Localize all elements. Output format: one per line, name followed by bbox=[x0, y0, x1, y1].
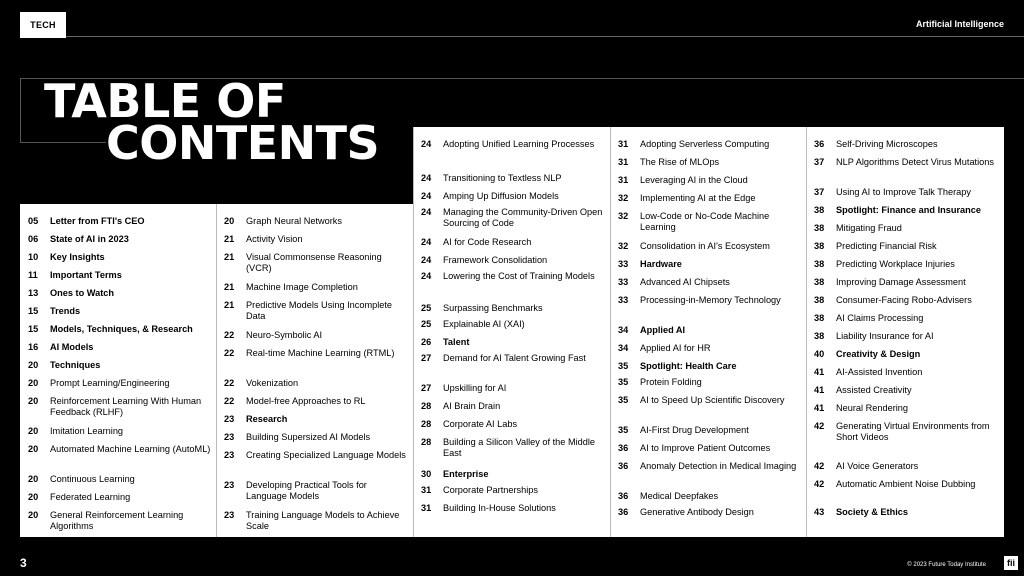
toc-entry-label: Processing-in-Memory Technology bbox=[640, 295, 781, 305]
toc-page-number: 21 bbox=[224, 300, 235, 310]
toc-page-number: 26 bbox=[421, 337, 432, 347]
toc-entry[interactable] bbox=[413, 353, 609, 364]
toc-page-number: 25 bbox=[421, 319, 432, 329]
toc-page-number: 31 bbox=[618, 157, 629, 167]
toc-entry[interactable] bbox=[806, 241, 1002, 252]
toc-entry[interactable] bbox=[413, 337, 609, 348]
toc-entry[interactable] bbox=[806, 277, 1002, 288]
toc-page-number: 37 bbox=[814, 187, 825, 197]
toc-page-number: 31 bbox=[618, 139, 629, 149]
section-tab: TECH bbox=[20, 12, 66, 38]
category-label: Artificial Intelligence bbox=[915, 19, 1004, 29]
toc-page-number: 35 bbox=[618, 425, 629, 435]
toc-page-number: 36 bbox=[618, 461, 629, 471]
toc-entry[interactable] bbox=[20, 474, 216, 485]
toc-entry[interactable] bbox=[20, 510, 216, 532]
toc-page-number: 16 bbox=[28, 342, 39, 352]
toc-page-number: 33 bbox=[618, 295, 629, 305]
toc-page-number: 21 bbox=[224, 234, 235, 244]
toc-entry-label: Explainable AI (XAI) bbox=[443, 319, 525, 329]
toc-entry[interactable] bbox=[610, 295, 806, 306]
toc-entry[interactable] bbox=[610, 157, 806, 168]
fti-logo bbox=[1004, 556, 1018, 570]
toc-entry[interactable] bbox=[610, 241, 806, 252]
toc-page-number: 32 bbox=[618, 211, 629, 221]
toc-entry[interactable] bbox=[610, 461, 806, 472]
toc-entry-label: Trends bbox=[50, 306, 81, 316]
toc-page-number: 30 bbox=[421, 469, 432, 479]
toc-entry[interactable] bbox=[20, 360, 216, 371]
toc-entry-label: Anomaly Detection in Medical Imaging bbox=[640, 461, 797, 471]
toc-page-number: 36 bbox=[618, 491, 629, 501]
toc-page-number: 38 bbox=[814, 205, 825, 215]
toc-entry-label: Automated Machine Learning (AutoML) bbox=[50, 444, 211, 454]
toc-entry-label: Visual Commonsense Reasoning (VCR) bbox=[246, 252, 382, 273]
toc-entry[interactable] bbox=[20, 324, 216, 335]
toc-entry-label: Medical Deepfakes bbox=[640, 491, 719, 501]
toc-entry-label: Prompt Learning/Engineering bbox=[50, 378, 170, 388]
toc-entry[interactable] bbox=[216, 300, 412, 322]
toc-entry-label: Using AI to Improve Talk Therapy bbox=[836, 187, 971, 197]
toc-entry-label: AI Claims Processing bbox=[836, 313, 924, 323]
toc-page-number: 38 bbox=[814, 295, 825, 305]
toc-entry-label: Consumer-Facing Robo-Advisers bbox=[836, 295, 972, 305]
toc-page-number: 24 bbox=[421, 271, 432, 281]
toc-entry[interactable] bbox=[806, 385, 1002, 396]
toc-page-number: 42 bbox=[814, 421, 825, 431]
toc-page-number: 31 bbox=[421, 485, 432, 495]
toc-entry[interactable] bbox=[20, 492, 216, 503]
toc-entry-label: Building In-House Solutions bbox=[443, 503, 556, 513]
toc-entry-label: Imitation Learning bbox=[50, 426, 124, 436]
toc-entry-label: AI Brain Drain bbox=[443, 401, 501, 411]
toc-page-number: 20 bbox=[224, 216, 235, 226]
toc-entry[interactable] bbox=[413, 255, 609, 266]
toc-entry[interactable] bbox=[610, 325, 806, 336]
toc-entry[interactable] bbox=[216, 282, 412, 293]
toc-entry-label: Implementing AI at the Edge bbox=[640, 193, 756, 203]
toc-entry[interactable] bbox=[610, 343, 806, 354]
toc-entry-label: Creating Specialized Language Models bbox=[246, 450, 406, 460]
toc-page-number: 23 bbox=[224, 510, 235, 520]
toc-page-number: 23 bbox=[224, 480, 235, 490]
toc-entry[interactable] bbox=[20, 306, 216, 317]
page-title bbox=[44, 74, 380, 170]
toc-entry-label: Talent bbox=[443, 337, 470, 347]
toc-entry[interactable] bbox=[20, 216, 216, 227]
toc-entry[interactable] bbox=[610, 139, 806, 150]
toc-page-number: 23 bbox=[224, 414, 235, 424]
toc-entry[interactable] bbox=[413, 173, 609, 184]
toc-entry-label: Predictive Models Using Incomplete Data bbox=[246, 300, 393, 321]
toc-entry-label: Key Insights bbox=[50, 252, 105, 262]
toc-page-number: 25 bbox=[421, 303, 432, 313]
toc-entry-label: Society & Ethics bbox=[836, 507, 908, 517]
toc-entry[interactable] bbox=[216, 450, 412, 461]
toc-entry[interactable] bbox=[806, 295, 1002, 306]
toc-entry[interactable] bbox=[610, 491, 806, 502]
toc-entry[interactable] bbox=[20, 378, 216, 389]
toc-entry-label: Adopting Unified Learning Processes bbox=[443, 139, 595, 149]
toc-entry[interactable] bbox=[806, 349, 1002, 360]
toc-page-number: 24 bbox=[421, 207, 432, 217]
toc-entry[interactable] bbox=[413, 383, 609, 394]
toc-entry-label: Predicting Workplace Injuries bbox=[836, 259, 955, 269]
toc-page-number: 11 bbox=[28, 270, 38, 280]
toc-entry-label: Amping Up Diffusion Models bbox=[443, 191, 559, 201]
toc-page-number: 38 bbox=[814, 277, 825, 287]
toc-entry-label: Upskilling for AI bbox=[443, 383, 507, 393]
toc-page-number: 38 bbox=[814, 331, 825, 341]
toc-entry[interactable] bbox=[610, 175, 806, 186]
toc-entry[interactable] bbox=[413, 237, 609, 248]
toc-page-number: 38 bbox=[814, 259, 825, 269]
toc-entry-label: Enterprise bbox=[443, 469, 489, 479]
toc-entry[interactable] bbox=[806, 461, 1002, 472]
toc-entry[interactable] bbox=[413, 191, 609, 202]
toc-entry[interactable] bbox=[806, 157, 1002, 168]
toc-page-number: 34 bbox=[618, 343, 629, 353]
toc-entry[interactable] bbox=[216, 234, 412, 245]
toc-entry[interactable] bbox=[216, 378, 412, 389]
toc-page-number: 28 bbox=[421, 401, 432, 411]
toc-entry[interactable] bbox=[413, 437, 609, 459]
toc-entry[interactable] bbox=[806, 479, 1002, 490]
toc-entry[interactable] bbox=[413, 207, 609, 229]
toc-entry-label: Improving Damage Assessment bbox=[836, 277, 966, 287]
toc-page-number: 38 bbox=[814, 241, 825, 251]
toc-entry[interactable] bbox=[806, 313, 1002, 324]
toc-entry-label: Real-time Machine Learning (RTML) bbox=[246, 348, 395, 358]
toc-page-number: 27 bbox=[421, 353, 432, 363]
toc-entry-label: Vokenization bbox=[246, 378, 299, 388]
toc-entry-label: Important Terms bbox=[50, 270, 122, 280]
copyright-notice: © 2023 Future Today Institute bbox=[907, 562, 986, 568]
toc-page-number: 22 bbox=[224, 378, 235, 388]
toc-entry[interactable] bbox=[806, 187, 1002, 198]
toc-entry-label: Federated Learning bbox=[50, 492, 131, 502]
toc-entry[interactable] bbox=[806, 223, 1002, 234]
toc-entry-label: AI to Improve Patient Outcomes bbox=[640, 443, 771, 453]
toc-entry[interactable] bbox=[610, 211, 806, 233]
toc-page-number: 27 bbox=[421, 383, 432, 393]
toc-entry[interactable] bbox=[806, 403, 1002, 414]
toc-entry-label: Models, Techniques, & Research bbox=[50, 324, 193, 334]
toc-entry[interactable] bbox=[610, 277, 806, 288]
toc-page-number: 31 bbox=[618, 175, 629, 185]
toc-page-number: 28 bbox=[421, 419, 432, 429]
toc-entry-label: Creativity & Design bbox=[836, 349, 921, 359]
toc-entry[interactable] bbox=[413, 503, 609, 514]
toc-entry-label: Liability Insurance for AI bbox=[836, 331, 934, 341]
toc-entry-label: NLP Algorithms Detect Virus Mutations bbox=[836, 157, 994, 167]
toc-entry[interactable] bbox=[216, 396, 412, 407]
toc-page-number: 32 bbox=[618, 241, 629, 251]
toc-entry-label: Mitigating Fraud bbox=[836, 223, 902, 233]
toc-entry[interactable] bbox=[20, 342, 216, 353]
toc-page-number: 24 bbox=[421, 237, 432, 247]
toc-entry[interactable] bbox=[610, 425, 806, 436]
toc-page-number: 24 bbox=[421, 139, 432, 149]
toc-page-number: 38 bbox=[814, 313, 825, 323]
toc-page-number: 36 bbox=[618, 507, 629, 517]
toc-entry[interactable] bbox=[20, 426, 216, 437]
toc-entry-label: Applied AI for HR bbox=[640, 343, 711, 353]
toc-entry[interactable] bbox=[610, 361, 806, 372]
toc-entry[interactable] bbox=[806, 259, 1002, 270]
toc-entry[interactable] bbox=[806, 367, 1002, 378]
toc-page-number: 33 bbox=[618, 259, 629, 269]
toc-page-number: 37 bbox=[814, 157, 825, 167]
title-line-2: CONTENTS bbox=[106, 116, 380, 170]
toc-entry-label: State of AI in 2023 bbox=[50, 234, 129, 244]
toc-page-number: 13 bbox=[28, 288, 39, 298]
toc-entry[interactable] bbox=[216, 480, 412, 502]
toc-page-number: 21 bbox=[224, 282, 235, 292]
toc-entry-label: Advanced AI Chipsets bbox=[640, 277, 730, 287]
toc-entry-label: Automatic Ambient Noise Dubbing bbox=[836, 479, 976, 489]
toc-entry[interactable] bbox=[610, 507, 806, 518]
toc-page-number: 20 bbox=[28, 444, 39, 454]
toc-entry[interactable] bbox=[20, 270, 216, 281]
toc-entry-label: AI Models bbox=[50, 342, 94, 352]
toc-entry-label: Lowering the Cost of Training Models bbox=[443, 271, 595, 281]
toc-entry-label: AI to Speed Up Scientific Discovery bbox=[640, 395, 785, 405]
toc-entry-label: Machine Image Completion bbox=[246, 282, 358, 292]
toc-entry[interactable] bbox=[413, 419, 609, 430]
toc-page-number: 06 bbox=[28, 234, 39, 244]
toc-page-number: 15 bbox=[28, 324, 39, 334]
toc-page-number: 20 bbox=[28, 396, 39, 406]
toc-entry[interactable] bbox=[20, 444, 216, 455]
toc-page-number: 40 bbox=[814, 349, 825, 359]
toc-entry-label: Building Supersized AI Models bbox=[246, 432, 371, 442]
toc-entry[interactable] bbox=[806, 139, 1002, 150]
toc-entry[interactable] bbox=[806, 421, 1002, 443]
toc-page-number: 15 bbox=[28, 306, 39, 316]
toc-entry[interactable] bbox=[413, 469, 609, 480]
toc-entry-label: Spotlight: Health Care bbox=[640, 361, 737, 371]
toc-entry-label: Developing Practical Tools for Language Models bbox=[246, 480, 367, 501]
toc-entry[interactable] bbox=[216, 330, 412, 341]
toc-entry-label: Managing the Community-Driven Open Sourcing of Code bbox=[443, 207, 603, 228]
toc-entry-label: Building a Silicon Valley of the Middle East bbox=[443, 437, 596, 458]
toc-page-number: 24 bbox=[421, 173, 432, 183]
toc-page-number: 20 bbox=[28, 426, 39, 436]
toc-entry-label: Corporate AI Labs bbox=[443, 419, 518, 429]
toc-entry-label: AI for Code Research bbox=[443, 237, 532, 247]
toc-page-number: 22 bbox=[224, 330, 235, 340]
toc-entry-label: Research bbox=[246, 414, 288, 424]
toc-entry[interactable] bbox=[610, 377, 806, 388]
toc-page-number: 24 bbox=[421, 191, 432, 201]
toc-entry[interactable] bbox=[413, 319, 609, 330]
toc-page-number: 32 bbox=[618, 193, 629, 203]
toc-entry[interactable] bbox=[216, 414, 412, 425]
toc-entry-label: Assisted Creativity bbox=[836, 385, 912, 395]
toc-page-number: 21 bbox=[224, 252, 235, 262]
toc-page-number: 31 bbox=[421, 503, 432, 513]
toc-entry-label: Spotlight: Finance and Insurance bbox=[836, 205, 981, 215]
toc-entry-label: Techniques bbox=[50, 360, 101, 370]
toc-entry-label: Self-Driving Microscopes bbox=[836, 139, 938, 149]
toc-page-number: 35 bbox=[618, 395, 629, 405]
toc-page-number: 41 bbox=[814, 403, 825, 413]
toc-entry-label: Neuro-Symbolic AI bbox=[246, 330, 323, 340]
toc-entry[interactable] bbox=[216, 510, 412, 532]
toc-entry[interactable] bbox=[216, 432, 412, 443]
toc-page-number: 20 bbox=[28, 510, 39, 520]
toc-page-number: 23 bbox=[224, 432, 235, 442]
toc-entry-label: The Rise of MLOps bbox=[640, 157, 720, 167]
toc-entry[interactable] bbox=[806, 331, 1002, 342]
toc-entry-label: Model-free Approaches to RL bbox=[246, 396, 366, 406]
toc-page-number: 41 bbox=[814, 385, 825, 395]
toc-entry-label: General Reinforcement Learning Algorithms bbox=[50, 510, 184, 531]
toc-entry[interactable] bbox=[413, 485, 609, 496]
toc-page-number: 43 bbox=[814, 507, 825, 517]
toc-page-number: 20 bbox=[28, 378, 39, 388]
toc-page-number: 20 bbox=[28, 474, 39, 484]
toc-entry-label: Framework Consolidation bbox=[443, 255, 548, 265]
toc-entry[interactable] bbox=[216, 348, 412, 359]
toc-entry[interactable] bbox=[20, 288, 216, 299]
toc-entry[interactable] bbox=[20, 252, 216, 263]
toc-page-number: 05 bbox=[28, 216, 39, 226]
toc-entry-label: Graph Neural Networks bbox=[246, 216, 342, 226]
toc-entry-label: AI-First Drug Development bbox=[640, 425, 749, 435]
toc-page-number: 22 bbox=[224, 396, 235, 406]
toc-entry-label: Reinforcement Learning With Human Feedback (RLHF) bbox=[50, 396, 202, 417]
toc-entry-label: Neural Rendering bbox=[836, 403, 909, 413]
toc-entry-label: Consolidation in AI's Ecosystem bbox=[640, 241, 770, 251]
toc-page-number: 20 bbox=[28, 492, 39, 502]
toc-entry-label: Predicting Financial Risk bbox=[836, 241, 937, 251]
toc-entry-label: Hardware bbox=[640, 259, 682, 269]
toc-entry[interactable] bbox=[610, 193, 806, 204]
toc-entry-label: Transitioning to Textless NLP bbox=[443, 173, 562, 183]
page-number: 3 bbox=[20, 556, 27, 570]
toc-page-number: 38 bbox=[814, 223, 825, 233]
toc-entry-label: Protein Folding bbox=[640, 377, 702, 387]
toc-page-number: 42 bbox=[814, 479, 825, 489]
toc-entry-label: Low-Code or No-Code Machine Learning bbox=[640, 211, 770, 232]
toc-entry-label: Leveraging AI in the Cloud bbox=[640, 175, 748, 185]
toc-entry[interactable] bbox=[216, 252, 412, 274]
toc-page-number: 41 bbox=[814, 367, 825, 377]
toc-entry[interactable] bbox=[20, 396, 216, 418]
toc-entry-label: AI-Assisted Invention bbox=[836, 367, 923, 377]
toc-entry[interactable] bbox=[20, 234, 216, 245]
toc-page-number: 33 bbox=[618, 277, 629, 287]
toc-entry[interactable] bbox=[413, 401, 609, 412]
toc-page-number: 35 bbox=[618, 377, 629, 387]
toc-page-number: 20 bbox=[28, 360, 39, 370]
toc-page-number: 10 bbox=[28, 252, 39, 262]
toc-entry[interactable] bbox=[413, 139, 609, 150]
toc-entry-label: Activity Vision bbox=[246, 234, 303, 244]
toc-page-number: 42 bbox=[814, 461, 825, 471]
toc-entry[interactable] bbox=[413, 303, 609, 314]
toc-entry-label: Applied AI bbox=[640, 325, 686, 335]
toc-page-number: 28 bbox=[421, 437, 432, 447]
toc-entry[interactable] bbox=[806, 205, 1002, 216]
toc-entry-label: Demand for AI Talent Growing Fast bbox=[443, 353, 586, 363]
toc-entry-label: Ones to Watch bbox=[50, 288, 114, 298]
toc-entry-label: Corporate Partnerships bbox=[443, 485, 538, 495]
toc-entry-label: Adopting Serverless Computing bbox=[640, 139, 770, 149]
header-rule bbox=[66, 36, 1024, 37]
toc-entry-label: AI Voice Generators bbox=[836, 461, 919, 471]
toc-entry-label: Surpassing Benchmarks bbox=[443, 303, 543, 313]
toc-entry[interactable] bbox=[610, 259, 806, 270]
toc-entry-label: Generative Antibody Design bbox=[640, 507, 754, 517]
toc-page-number: 35 bbox=[618, 361, 629, 371]
toc-page-number: 36 bbox=[814, 139, 825, 149]
toc-page-number: 34 bbox=[618, 325, 629, 335]
toc-entry-label: Continuous Learning bbox=[50, 474, 135, 484]
toc-entry-label: Training Language Models to Achieve Scale bbox=[246, 510, 400, 531]
toc-page-number: 22 bbox=[224, 348, 235, 358]
fti-logo-text: fii bbox=[1007, 558, 1015, 568]
toc-entry[interactable] bbox=[806, 507, 1002, 518]
title-bracket-vertical bbox=[20, 78, 21, 143]
toc-entry[interactable] bbox=[413, 271, 609, 282]
toc-page-number: 36 bbox=[618, 443, 629, 453]
toc-page-number: 23 bbox=[224, 450, 235, 460]
toc-entry[interactable] bbox=[216, 216, 412, 227]
title-line-1: TABLE OF bbox=[44, 74, 286, 128]
toc-entry[interactable] bbox=[610, 395, 806, 406]
toc-entry-label: Generating Virtual Environments from Short Videos bbox=[836, 421, 990, 442]
toc-page-number: 24 bbox=[421, 255, 432, 265]
toc-entry[interactable] bbox=[610, 443, 806, 454]
toc-entry-label: Letter from FTI's CEO bbox=[50, 216, 145, 226]
